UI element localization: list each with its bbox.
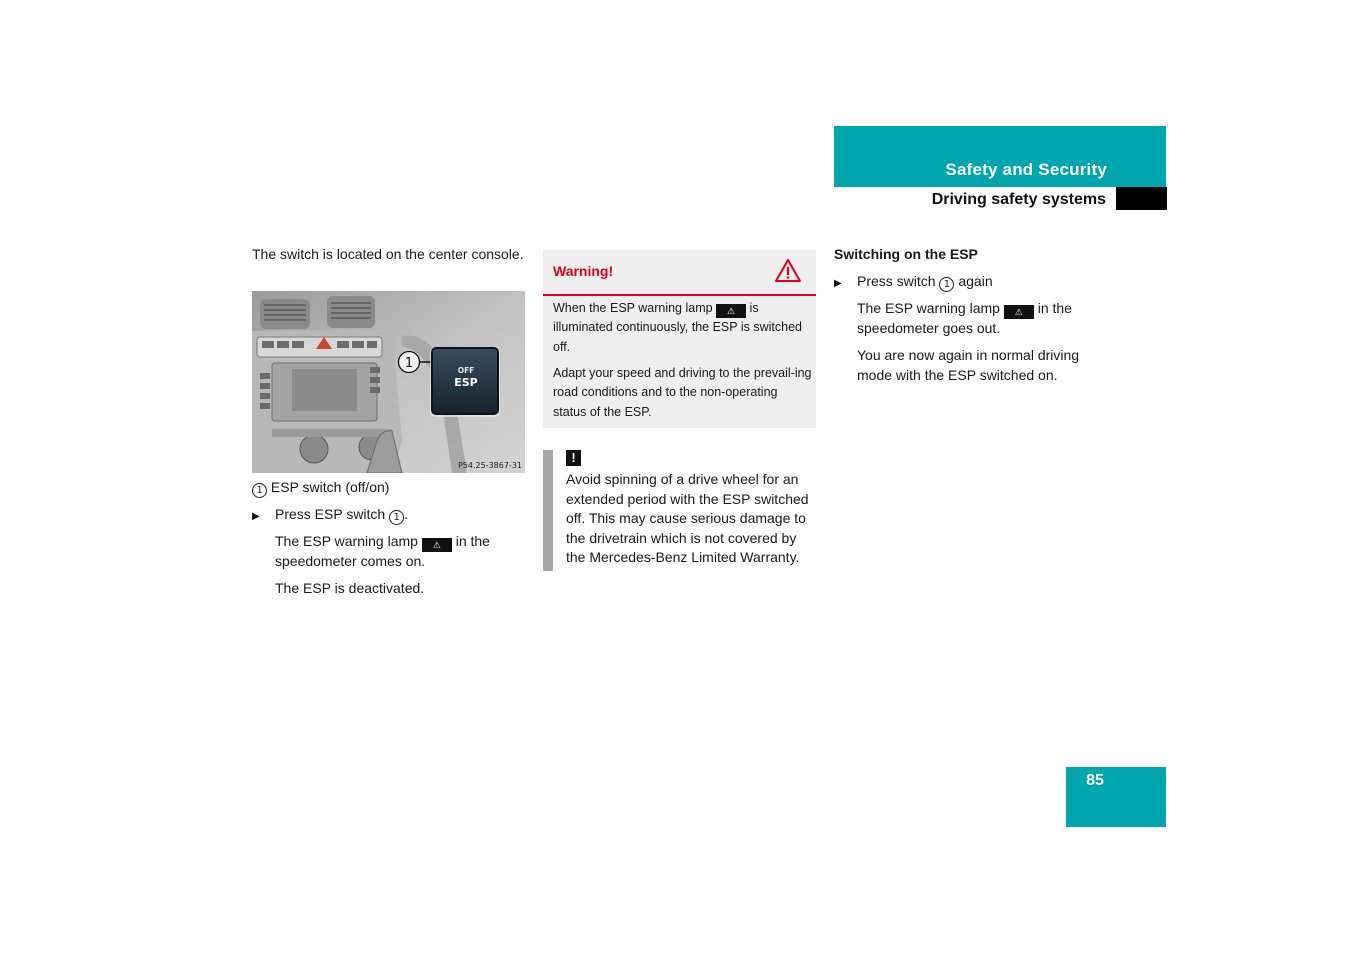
warning-paragraph-2: Adapt your speed and driving to the prevail-ing road conditions and to the non-operating status of the ESP.	[553, 366, 812, 419]
left-step	[252, 505, 524, 527]
figure-callout: 1	[404, 356, 414, 371]
esp-warning-lamp-icon: ⚠	[1004, 305, 1034, 319]
caption-text: ESP switch (off/on)	[270, 479, 390, 495]
section-title: Safety and Security	[945, 160, 1107, 179]
note-text: Avoid spinning of a drive wheel for an extended period with the ESP switched off. This may cause serious damage to the drivetrain which is not covered by the Mercedes-Benz Limited Warranty.	[566, 471, 809, 565]
right-result-2: You are now again in normal driving mode with the ESP switched on.	[857, 347, 1080, 383]
figure-code: P54.25-3867-31	[457, 461, 522, 470]
left-step-number: 1	[389, 510, 404, 525]
warning-paragraph-1	[553, 299, 813, 357]
button-esp-label: ESP	[454, 376, 478, 389]
warning-title: Warning!	[553, 263, 614, 279]
header-black-tab	[1116, 187, 1167, 210]
warning-p1-a: When the ESP warning lamp	[553, 301, 713, 315]
right-step	[834, 272, 1114, 294]
left-result-1-b: in the speedometer comes on.	[275, 533, 490, 569]
subsection-title: Driving safety systems	[931, 191, 1106, 208]
note-bar	[543, 450, 553, 571]
right-step-end: again	[958, 273, 993, 289]
esp-warning-lamp-icon: ⚠	[422, 538, 452, 552]
left-step-end: .	[404, 506, 409, 522]
exclamation-icon: !	[566, 450, 581, 466]
console-illustration	[252, 291, 525, 473]
intro-text: The switch is located on the center console.	[252, 246, 524, 262]
esp-warning-lamp-icon: ⚠	[716, 304, 746, 318]
right-result-1	[857, 299, 1107, 339]
page-number: 85	[1086, 772, 1104, 789]
left-result-2: The ESP is deactivated.	[275, 580, 425, 596]
right-result-1-a: The ESP warning lamp	[857, 300, 1000, 316]
left-result-1-a: The ESP warning lamp	[275, 533, 418, 549]
left-result-1	[275, 532, 524, 572]
button-off-label: OFF	[457, 366, 475, 375]
caption-number: 1	[252, 483, 267, 498]
triangle-right-icon: ▶	[834, 278, 842, 289]
right-step-number: 1	[939, 277, 954, 292]
right-result-1-b: in the speedometer goes out.	[857, 300, 1072, 336]
figure-caption	[252, 478, 524, 498]
right-heading: Switching on the ESP	[834, 246, 978, 262]
left-step-text: Press ESP switch	[275, 506, 386, 522]
center-console-photo	[252, 291, 525, 473]
triangle-right-icon: ▶	[252, 511, 260, 522]
right-step-text: Press switch	[857, 273, 936, 289]
warning-triangle-icon	[774, 258, 802, 288]
warning-p1-b: is illuminated continuously, the ESP is switched off.	[553, 301, 802, 354]
